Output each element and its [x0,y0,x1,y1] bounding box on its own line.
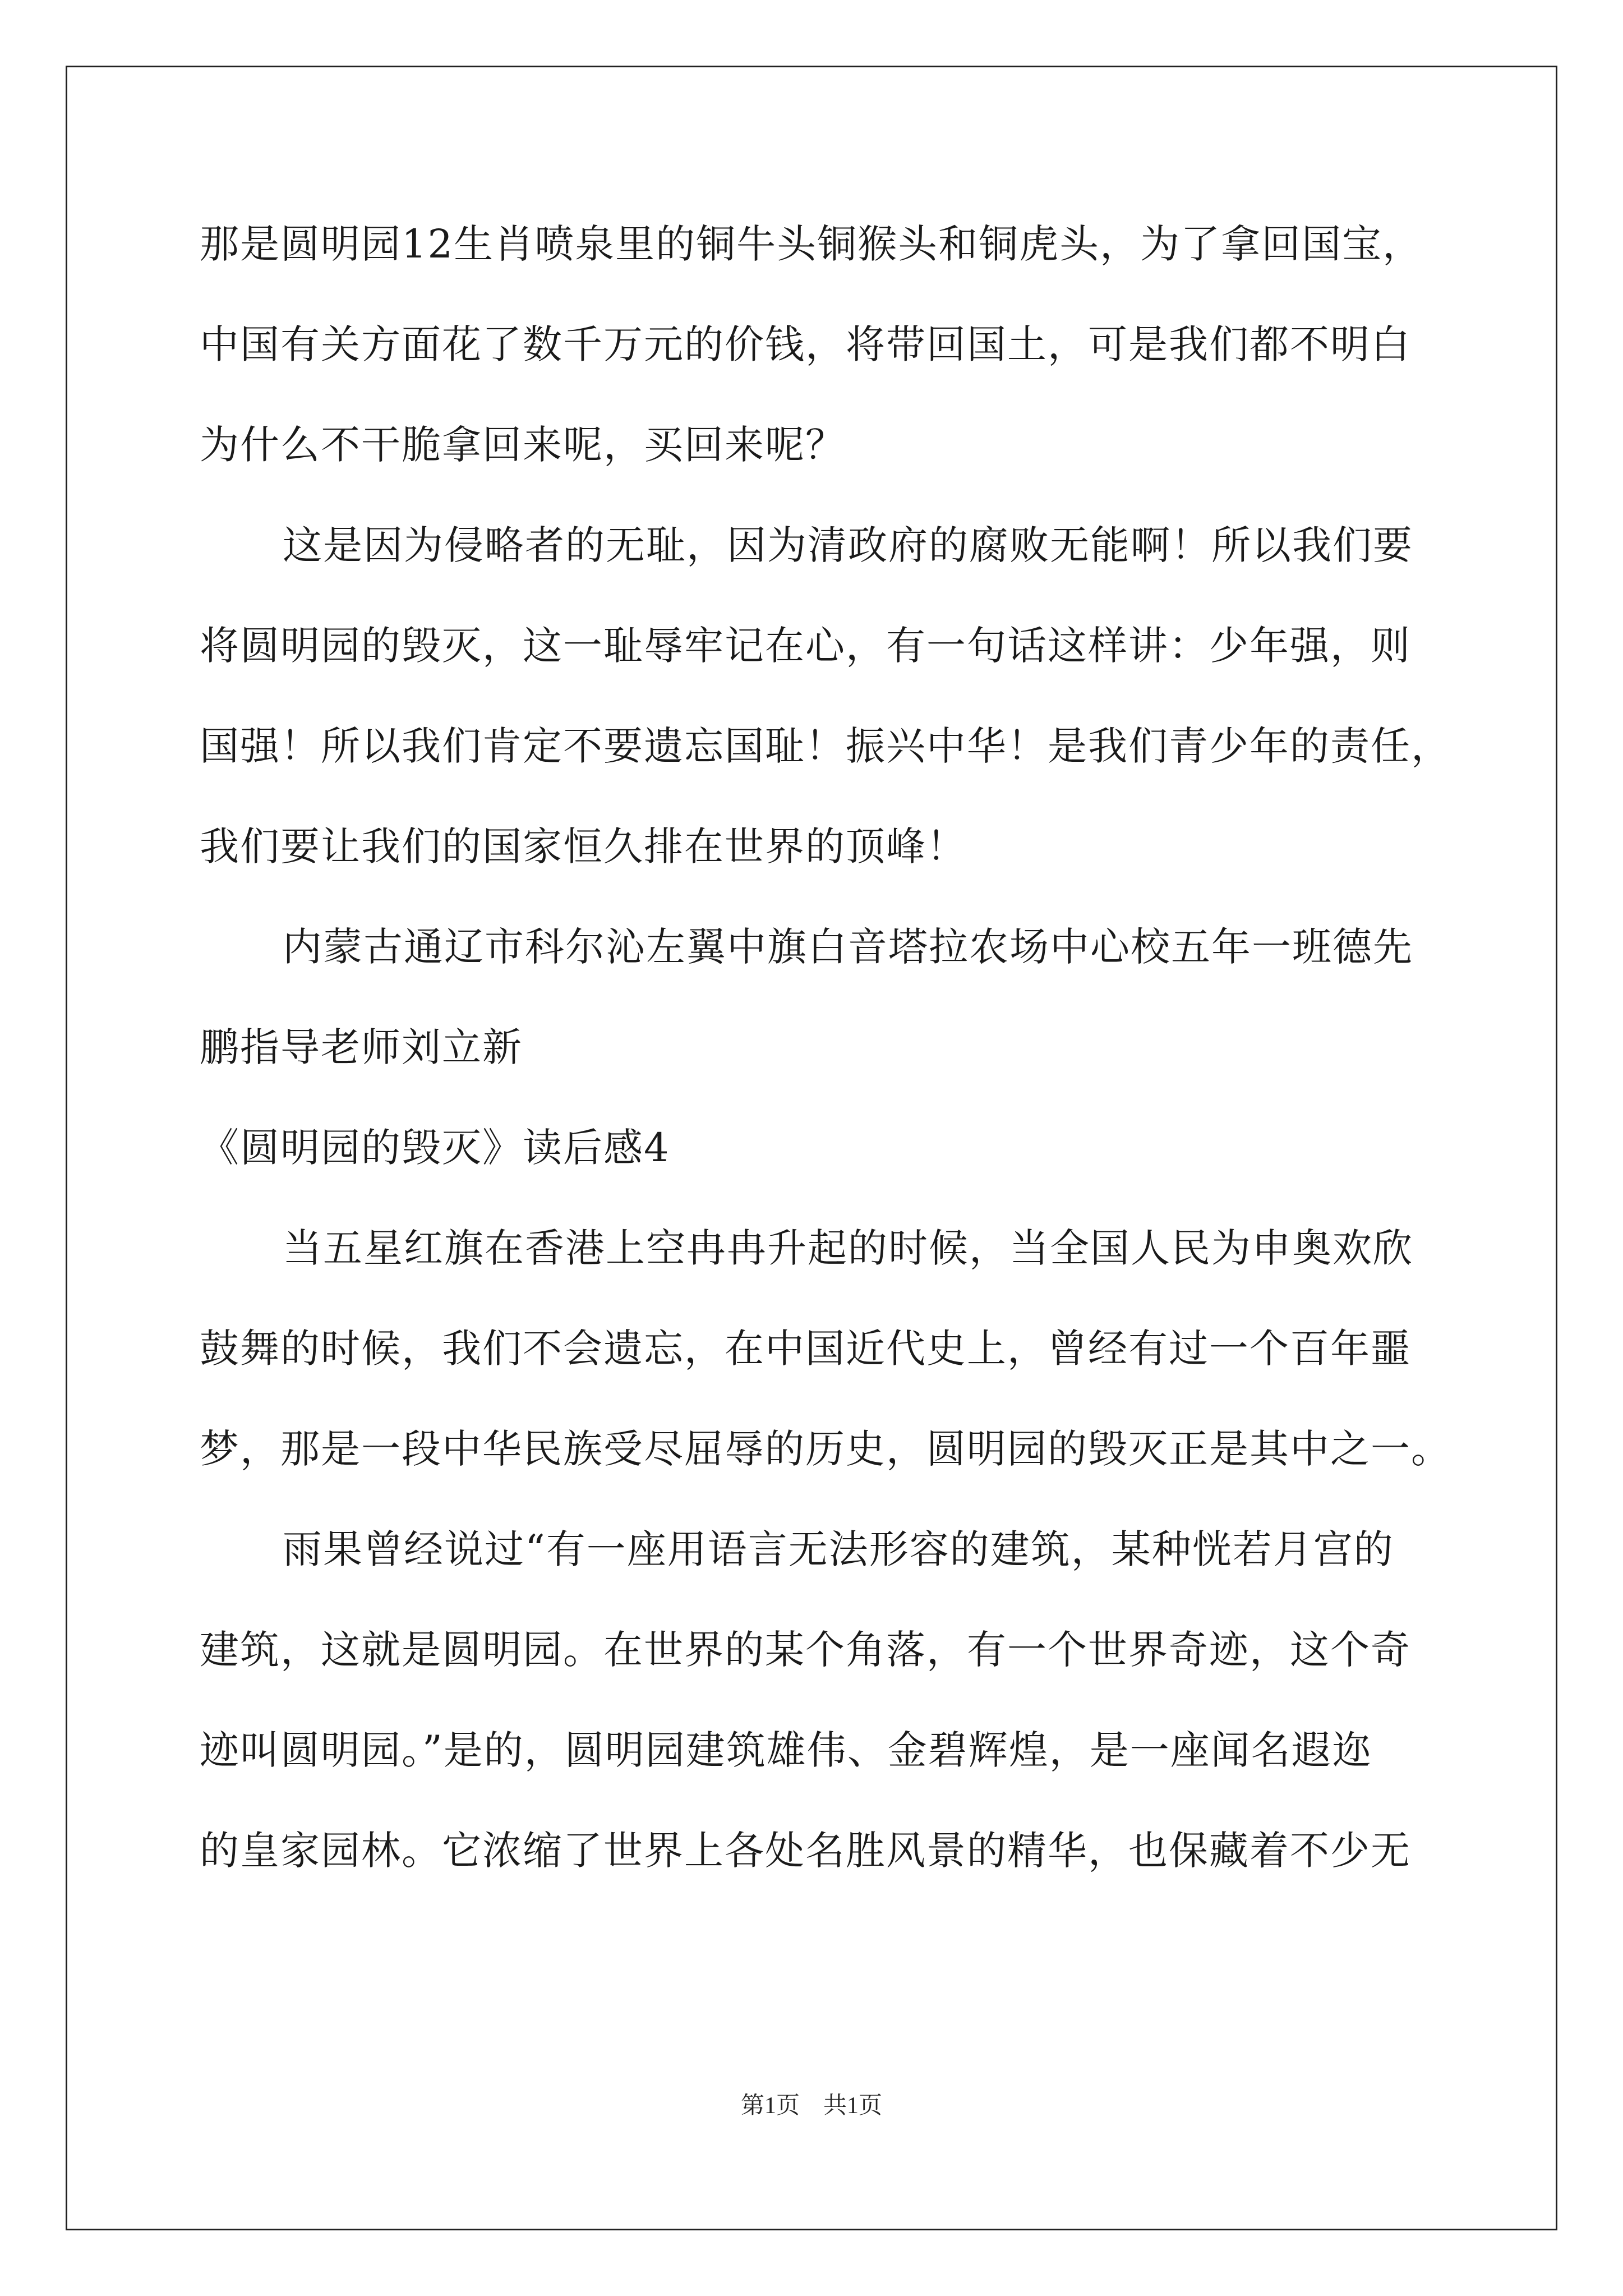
page-footer: 第1页 共1页 [740,2093,882,2119]
paragraph-line: 内蒙古通辽市科尔沁左翼中旗白音塔拉农场中心校五年一班德先 [283,924,1413,970]
paragraph-line: 我们要让我们的国家恒久排在世界的顶峰！ [200,823,967,869]
paragraph-line: 中国有关方面花了数千万元的价钱，将带回国土，可是我们都不明白 [200,321,1411,367]
paragraph-line: 鹏指导老师刘立新 [200,1024,523,1070]
section-heading: 《圆明园的毁灭》读后感4 [200,1125,670,1171]
paragraph-line: 雨果曾经说过“有一座用语言无法形容的建筑，某种恍若月宫的 [283,1526,1394,1572]
paragraph-line: 当五星红旗在香港上空冉冉升起的时候，当全国人民为申奥欢欣 [283,1225,1413,1271]
paragraph-line: 迹叫圆明园。”是的，圆明园建筑雄伟、金碧辉煌，是一座闻名遐迩 [200,1727,1372,1773]
paragraph-line: 这是因为侵略者的无耻，因为清政府的腐败无能啊！所以我们要 [283,522,1413,568]
paragraph-line: 为什么不干脆拿回来呢，买回来呢？ [200,422,846,468]
paragraph-line: 国强！所以我们肯定不要遗忘国耻！振兴中华！是我们青少年的责任， [200,723,1451,769]
paragraph-line: 的皇家园林。它浓缩了世界上各处名胜风景的精华，也保藏着不少无 [200,1828,1411,1874]
paragraph-line: 那是圆明园12生肖喷泉里的铜牛头铜猴头和铜虎头，为了拿回国宝， [200,221,1423,267]
paragraph-line: 梦，那是一段中华民族受尽屈辱的历史，圆明园的毁灭正是其中之一。 [200,1426,1451,1472]
paragraph-line: 鼓舞的时候，我们不会遗忘，在中国近代史上，曾经有过一个百年噩 [200,1326,1411,1372]
paragraph-line: 将圆明园的毁灭，这一耻辱牢记在心，有一句话这样讲：少年强，则 [200,623,1411,669]
paragraph-line: 建筑，这就是圆明园。在世界的某个角落，有一个世界奇迹，这个奇 [200,1627,1411,1673]
